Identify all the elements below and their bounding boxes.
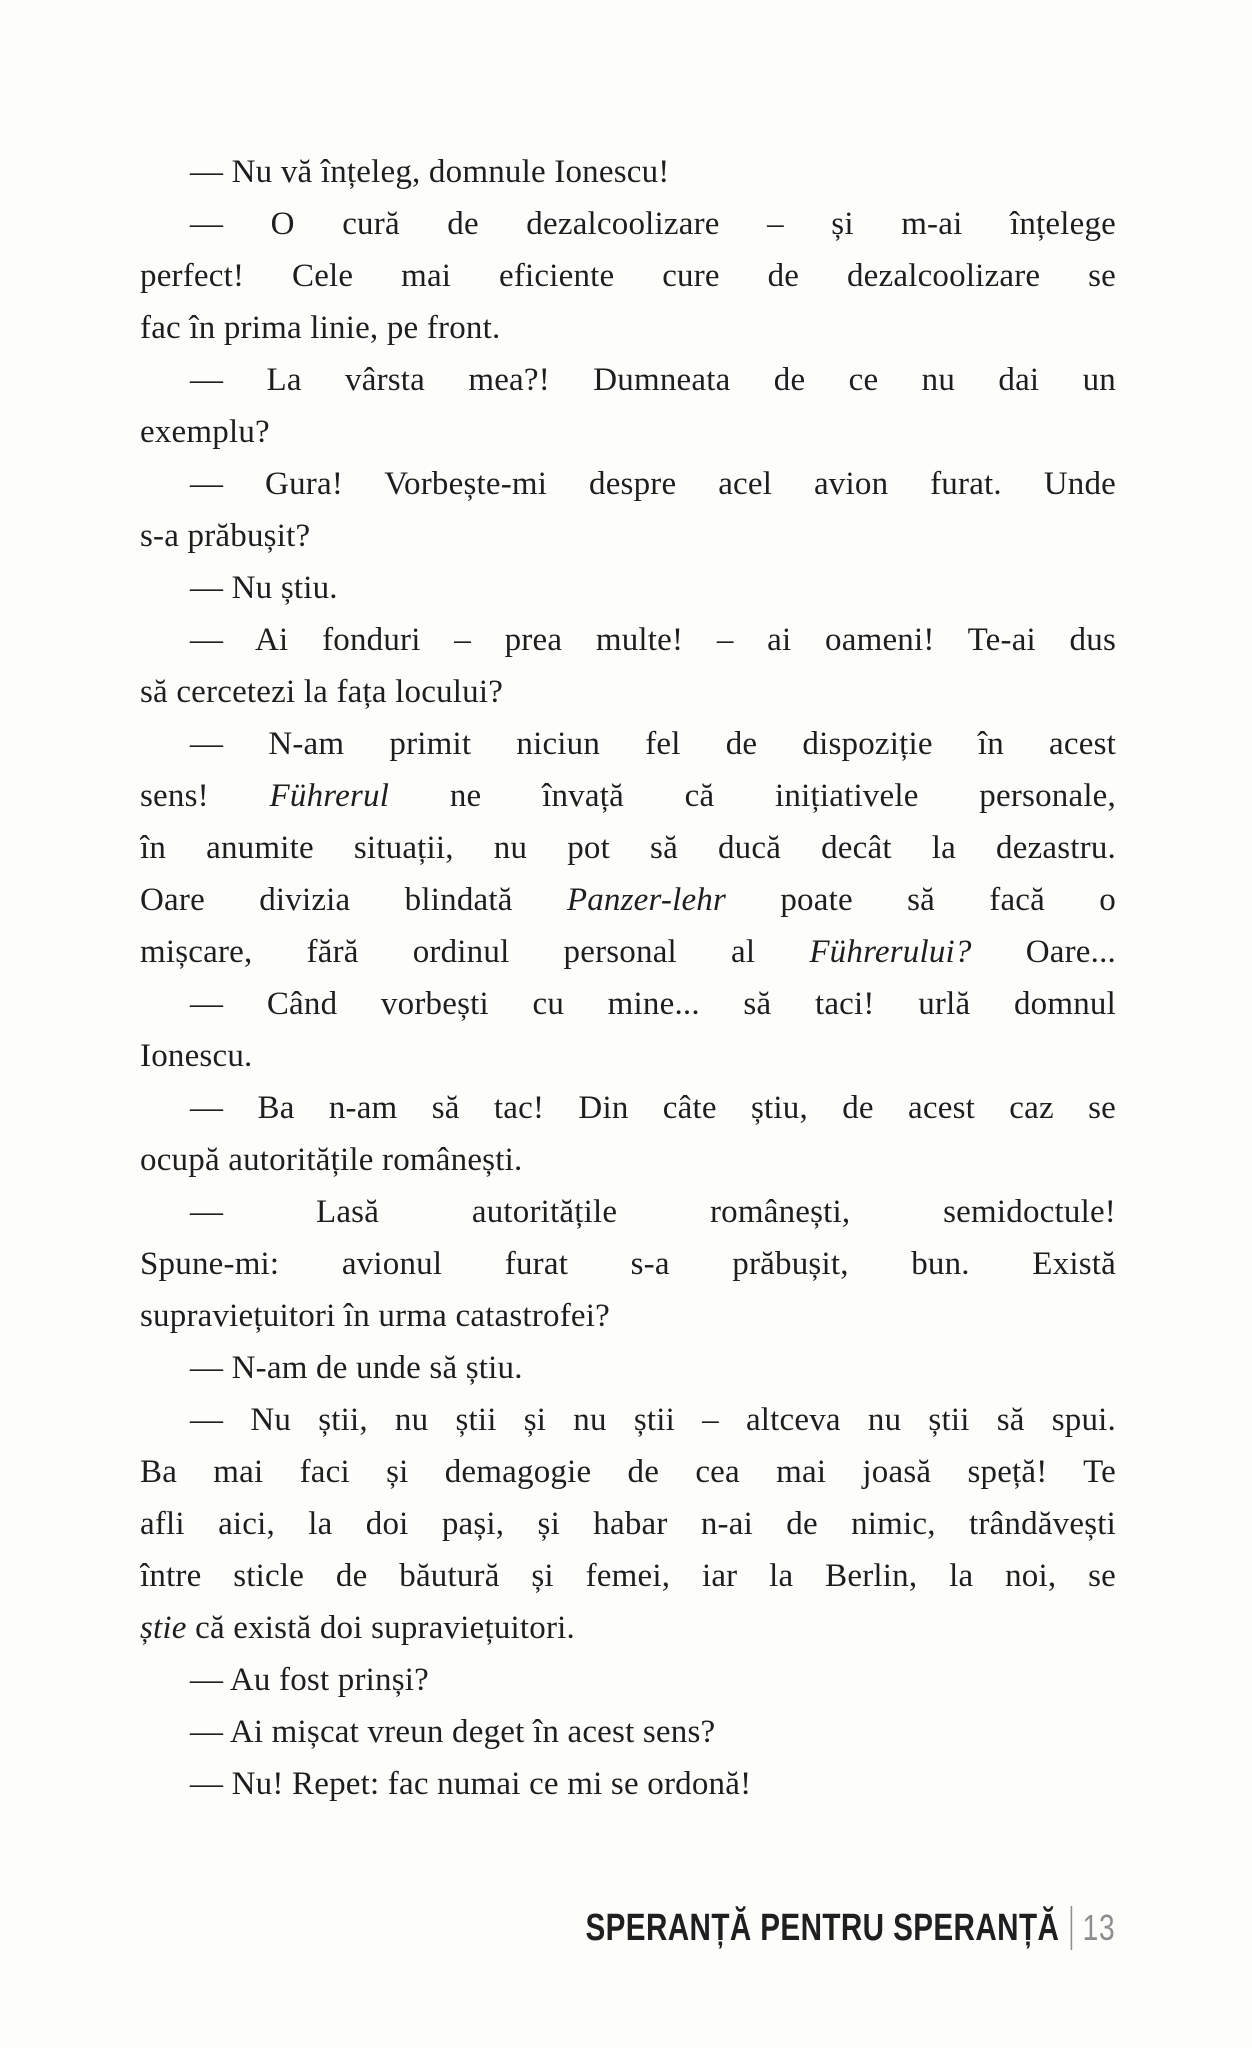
text-line: [140, 510, 1116, 562]
text-segment: — Ai fonduri – prea multe! – ai oameni! Te-ai dus: [190, 622, 1116, 658]
text-segment: — Au fost prinși?: [190, 1662, 429, 1698]
text-segment: Ionescu.: [140, 1038, 253, 1074]
text-segment: — Când vorbești cu mine... să taci! urlă domnul: [190, 986, 1116, 1022]
text-segment: poate să facă o: [726, 882, 1116, 918]
text-segment: în anumite situații, nu pot să ducă decât la dezastru.: [140, 830, 1116, 866]
text-line: [140, 1550, 1116, 1602]
text-line: [140, 198, 1116, 250]
text-line: [140, 1602, 1116, 1654]
text-line: [140, 406, 1116, 458]
text-segment: fac în prima linie, pe front.: [140, 310, 501, 346]
page-footer: [585, 1906, 1115, 1950]
italic-text: știe: [140, 1610, 187, 1646]
text-segment: că există doi supraviețuitori.: [186, 1610, 575, 1646]
text-segment: — N-am primit niciun fel de dispoziție în acest: [190, 726, 1116, 762]
text-segment: — Nu! Repet: fac numai ce mi se ordonă!: [190, 1766, 752, 1802]
text-line: [140, 302, 1116, 354]
text-segment: — Ai mișcat vreun deget în acest sens?: [190, 1714, 716, 1750]
italic-text: Führerului?: [809, 934, 972, 970]
text-line: [140, 1446, 1116, 1498]
text-segment: mișcare, fără ordinul personal al: [140, 934, 810, 970]
text-line: [140, 1290, 1116, 1342]
text-line: [140, 666, 1116, 718]
text-segment: — La vârsta mea?! Dumneata de ce nu dai un: [190, 362, 1116, 398]
footer-divider: [1071, 1906, 1073, 1950]
text-segment: — Nu știu.: [190, 570, 338, 606]
text-segment: perfect! Cele mai eficiente cure de dezalcoolizare se: [140, 258, 1116, 294]
text-line: [140, 1342, 1116, 1394]
text-line: [140, 1498, 1116, 1550]
text-block: [140, 146, 1116, 1810]
text-line: [140, 614, 1116, 666]
text-line: [140, 718, 1116, 770]
text-segment: ne învață că inițiativele personale,: [389, 778, 1116, 814]
text-segment: Spune-mi: avionul furat s-a prăbușit, bun. Există: [140, 1246, 1116, 1282]
text-line: [140, 822, 1116, 874]
text-line: [140, 1238, 1116, 1290]
text-segment: Oare divizia blindată: [140, 882, 567, 918]
text-segment: afli aici, la doi pași, și habar n-ai de nimic, trândăvești: [140, 1506, 1116, 1542]
italic-text: Panzer-lehr: [566, 882, 727, 918]
text-segment: să cercetezi la fața locului?: [140, 674, 504, 710]
text-segment: Ba mai faci și demagogie de cea mai joasă speță! Te: [140, 1454, 1116, 1490]
text-line: [140, 770, 1116, 822]
text-line: [140, 1134, 1116, 1186]
text-line: [140, 1082, 1116, 1134]
text-segment: — N-am de unde să știu.: [190, 1350, 523, 1386]
text-segment: — Ba n-am să tac! Din câte știu, de acest caz se: [190, 1090, 1116, 1126]
text-line: [140, 1706, 1116, 1758]
text-segment: — Nu știi, nu știi și nu știi – altceva nu știi să spui.: [190, 1402, 1116, 1438]
text-segment: între sticle de băutură și femei, iar la Berlin, la noi, se: [140, 1558, 1116, 1594]
text-line: [140, 1654, 1116, 1706]
text-line: [140, 926, 1116, 978]
text-line: [140, 1186, 1116, 1238]
text-segment: s-a prăbușit?: [140, 518, 311, 554]
italic-text: Führerul: [269, 778, 390, 814]
text-line: [140, 1758, 1116, 1810]
page-number: 13: [1082, 1907, 1115, 1948]
text-segment: sens!: [140, 778, 270, 814]
text-segment: ocupă autoritățile românești.: [140, 1142, 523, 1178]
text-segment: supraviețuitori în urma catastrofei?: [140, 1298, 610, 1334]
text-line: [140, 146, 1116, 198]
text-line: [140, 354, 1116, 406]
text-line: [140, 458, 1116, 510]
text-line: [140, 562, 1116, 614]
text-segment: — Gura! Vorbește-mi despre acel avion furat. Unde: [190, 466, 1116, 502]
text-line: [140, 1030, 1116, 1082]
running-title: SPERANȚĂ PENTRU SPERANȚĂ: [585, 1906, 1059, 1949]
text-line: [140, 874, 1116, 926]
text-line: [140, 978, 1116, 1030]
text-segment: — Lasă autoritățile românești, semidoctule!: [190, 1194, 1116, 1230]
text-segment: — O cură de dezalcoolizare – și m-ai înțelege: [190, 206, 1116, 242]
text-line: [140, 1394, 1116, 1446]
text-line: [140, 250, 1116, 302]
text-segment: exemplu?: [140, 414, 270, 450]
text-segment: — Nu vă înțeleg, domnule Ionescu!: [190, 154, 670, 190]
text-segment: Oare...: [971, 934, 1116, 970]
